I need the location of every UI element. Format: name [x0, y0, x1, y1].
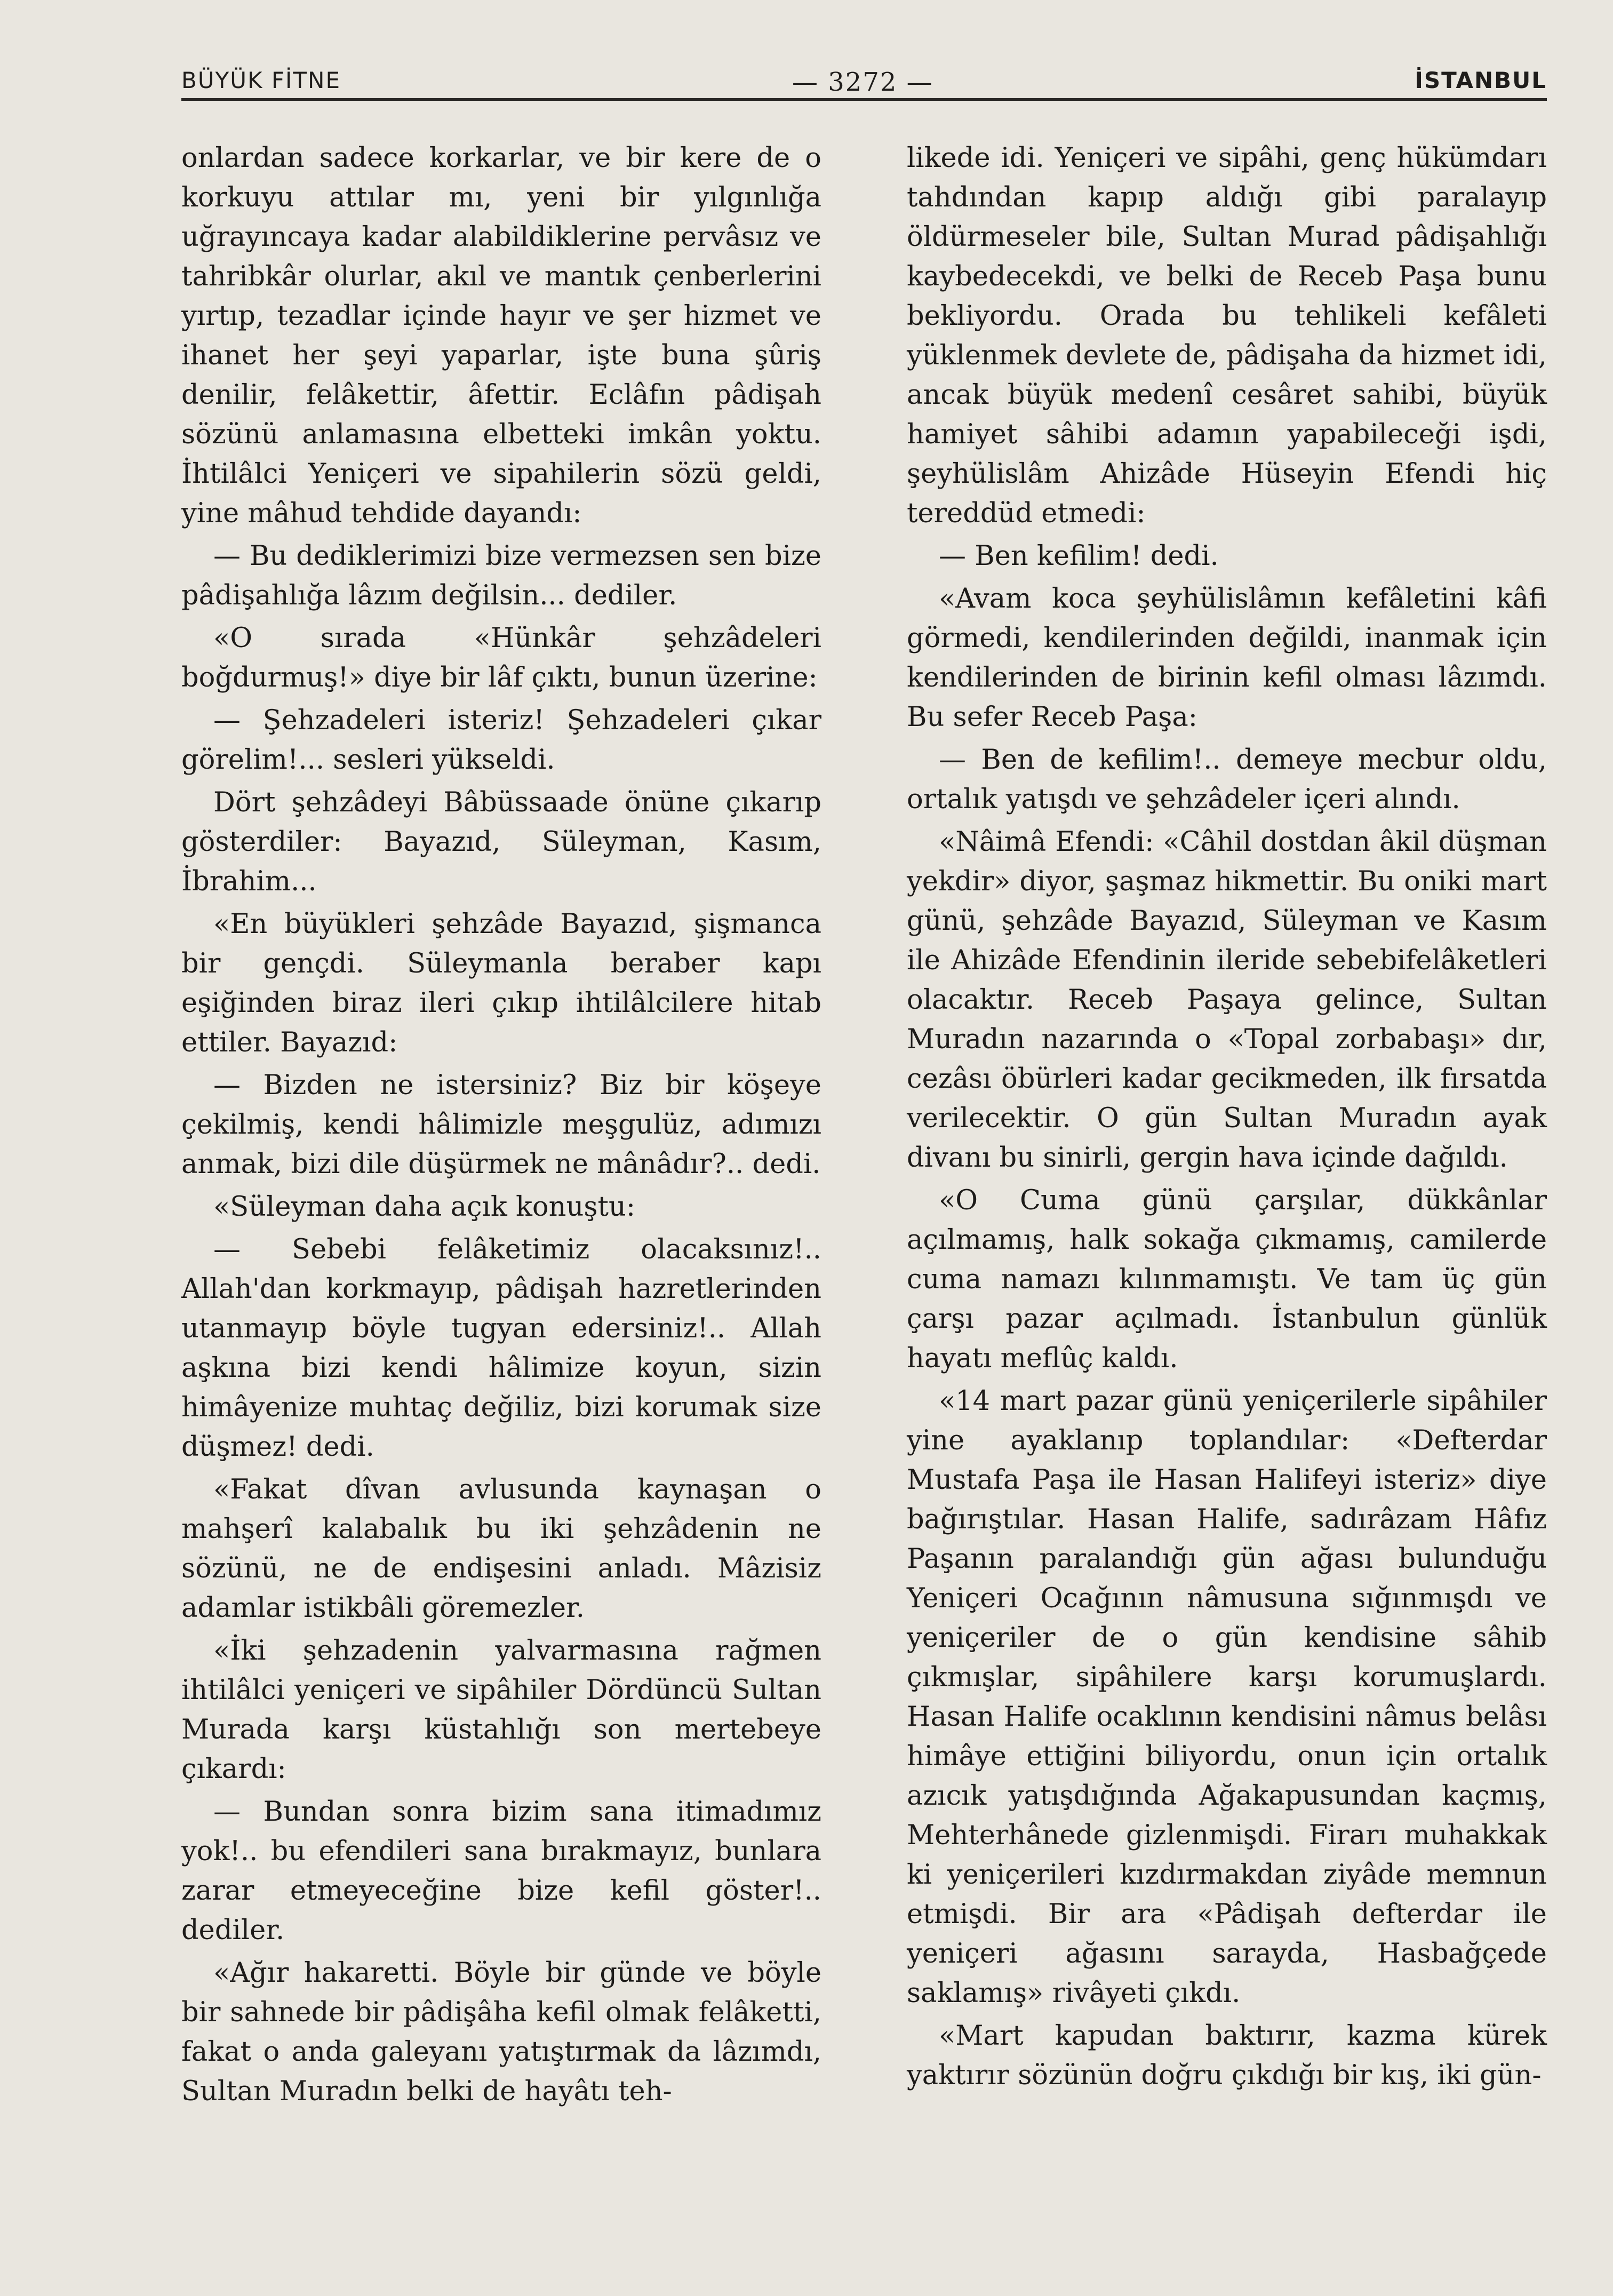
- left-column: [181, 139, 821, 2115]
- paragraph: «Mart kapudan baktırır, kazma kürek yaktırır sözünün doğru çıkdığı bir kış, iki gün-: [907, 2020, 1547, 2091]
- paragraph: — Ben de kefilim!.. demeye mecbur oldu, ortalık yatışdı ve şehzâdeler içeri alındı.: [907, 744, 1547, 815]
- paragraph: «14 mart pazar günü yeniçerilerle sipâhiler yine ayaklanıp toplandılar: «Defterdar Mustafa Paşa ile Hasan Halifeyi isteriz» diye bağırıştılar. Hasan Halife, sadırâzam Hâfız Paşanın paralandığı gün ağası bulunduğu Yeniçeri Ocağının nâmusuna sığınmışdı ve yeniçeriler de o gün kendisine sâhib çıkmışlar, sipâhilere karşı korumuşlardı. Hasan Halife ocaklının kendisini nâmus belâsı himâye ettiğini biliyordu, onun için ortalık azıcık yatışdığında Ağakapusundan kaçmış, Mehterhânede gizlenmişdi. Firarı muhakkak ki yeniçerileri kızdırmakdan ziyâde memnun etmişdi. Bir ara «Pâdişah defterdar ile yeniçeri ağasını sarayda, Hasbağçede saklamış» rivâyeti çıkdı.: [907, 1385, 1547, 2009]
- magazine-name: İSTANBUL: [1415, 67, 1547, 93]
- paragraph: «En büyükleri şehzâde Bayazıd, şişmanca bir gençdi. Süleymanla beraber kapı eşiğinden biraz ileri çıkıp ihtilâlcilere hitab ettiler. Bayazıd:: [181, 908, 821, 1058]
- paragraph: «Nâimâ Efendi: «Câhil dostdan âkil düşman yekdir» diyor, şaşmaz hikmettir. Bu oniki mart günü, şehzâde Bayazıd, Süleyman ve Kasım ile Ahizâde Efendinin ileride sebebifelâketleri olacaktır. Receb Paşaya gelince, Sultan Muradın nazarında o «Topal zorbabaşı» dır, cezâsı öbürleri kadar gecikmeden, ilk fırsatda verilecektir. O gün Sultan Muradın ayak divanı bu sinirli, gergin hava içinde dağıldı.: [907, 826, 1547, 1174]
- page-number: — 3272 —: [792, 67, 933, 97]
- paragraph: «Fakat dîvan avlusunda kaynaşan o mahşerî kalabalık bu iki şehzâdenin ne sözünü, ne de endişesini anladı. Mâzisiz adamlar istikbâli göremezler.: [181, 1474, 821, 1624]
- paragraph: — Sebebi felâketimiz olacaksınız!.. Allah'dan korkmayıp, pâdişah hazretlerinden utanmayıp böyle tugyan edersiniz!.. Allah aşkına bizi kendi hâlimize koyun, sizin himâyenize muhtaç değiliz, bizi korumak size düşmez! dedi.: [181, 1234, 821, 1463]
- running-title: BÜYÜK FİTNE: [181, 67, 341, 93]
- header-rule: [181, 98, 1547, 101]
- paragraph: «Süleyman daha açık konuştu:: [213, 1191, 636, 1223]
- paragraph: Dört şehzâdeyi Bâbüssaade önüne çıkarıp gösterdiler: Bayazıd, Süleyman, Kasım, İbrahim...: [181, 787, 821, 897]
- paragraph: — Ben kefilim! dedi.: [939, 540, 1219, 572]
- paragraph: «O sırada «Hünkâr şehzâdeleri boğdurmuş!» diye bir lâf çıktı, bunun üzerine:: [181, 623, 821, 693]
- right-column: [907, 139, 1547, 2099]
- paragraph: likede idi. Yeniçeri ve sipâhi, genç hükümdarı tahdından kapıp aldığı gibi paralayıp öldürmeseler bile, Sultan Murad pâdişahlığı kaybedecekdi, ve belki de Receb Paşa bunu bekliyordu. Orada bu tehlikeli kefâleti yüklenmek devlete de, pâdişaha da hizmet idi, ancak büyük medenî cesâret sahibi, büyük hamiyet sâhibi adamın yapabileceği işdi, şeyhülislâm Ahizâde Hüseyin Efendi hiç tereddüd etmedi:: [907, 142, 1547, 529]
- paragraph: onlardan sadece korkarlar, ve bir kere de o korkuyu attılar mı, yeni bir yılgınlığa uğrayıncaya kadar alabildiklerine pervâsız ve tahribkâr olurlar, akıl ve mantık çenberlerini yırtıp, tezadlar içinde hayır ve şer hizmet ve ihanet her şeyi yaparlar, işte buna şûriş denilir, felâkettir, âfettir. Eclâfın pâdişah sözünü anlamasına elbetteki imkân yoktu. İhtilâlci Yeniçeri ve sipahilerin sözü geldi, yine mâhud tehdide dayandı:: [181, 142, 821, 529]
- paragraph: «Avam koca şeyhülislâmın kefâletini kâfi görmedi, kendilerinden değildi, inanmak için kendilerinden de birinin kefil olması lâzımdı. Bu sefer Receb Paşa:: [907, 583, 1547, 733]
- paragraph: — Bu dediklerimizi bize vermezsen sen bize pâdişahlığa lâzım değilsin... dediler.: [181, 540, 821, 611]
- paragraph: «İki şehzadenin yalvarmasına rağmen ihtilâlci yeniçeri ve sipâhiler Dördüncü Sultan Murada karşı küstahlığı son mertebeye çıkardı:: [181, 1635, 821, 1785]
- page-header: [181, 63, 1547, 106]
- paragraph: — Şehzadeleri isteriz! Şehzadeleri çıkar görelim!... sesleri yükseldi.: [181, 705, 821, 776]
- paragraph: — Bundan sonra bizim sana itimadımız yok!.. bu efendileri sana bırakmayız, bunlara zarar etmeyeceğine bize kefil göster!.. dediler.: [181, 1796, 821, 1946]
- paragraph: «Ağır hakaretti. Böyle bir günde ve böyle bir sahnede bir pâdişâha kefil olmak felâketti, fakat o anda galeyanı yatıştırmak da lâzımdı, Sultan Muradın belki de hayâtı teh-: [181, 1957, 821, 2107]
- paragraph: «O Cuma günü çarşılar, dükkânlar açılmamış, halk sokağa çıkmamış, camilerde cuma namazı kılınmamıştı. Ve tam üç gün çarşı pazar açılmadı. İstanbulun günlük hayatı meflûç kaldı.: [907, 1185, 1547, 1374]
- paragraph: — Bizden ne istersiniz? Biz bir köşeye çekilmiş, kendi hâlimizle meşgulüz, adımızı anmak, bizi dile düşürmek ne mânâdır?.. dedi.: [181, 1070, 821, 1180]
